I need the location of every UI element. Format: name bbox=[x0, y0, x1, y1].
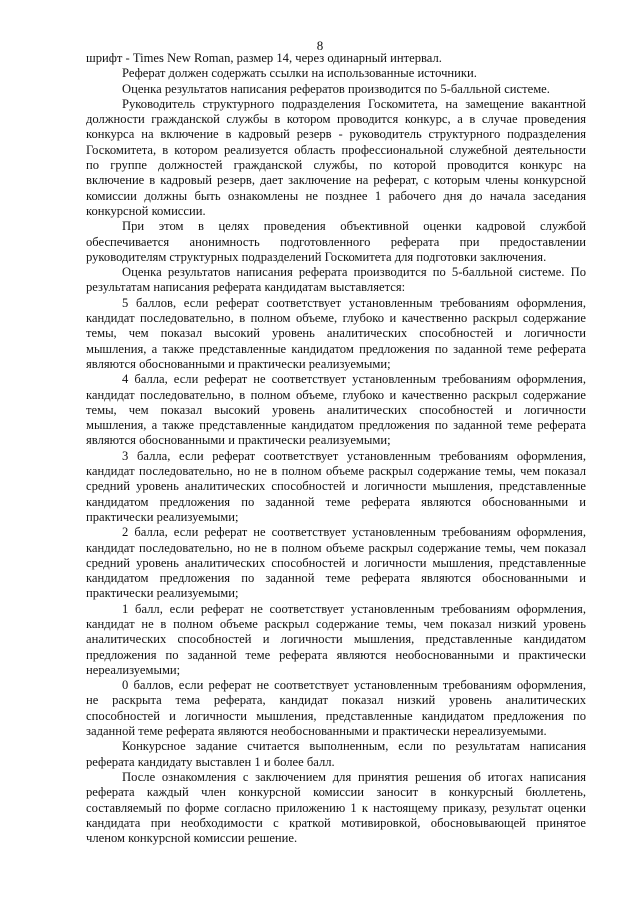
text-line: кандидат не в полном объеме раскрыл содержание темы, чем показал низкий уровень bbox=[86, 616, 586, 631]
text-line: конкурса на включение в кадровый резерв - руководитель структурного подразделения bbox=[86, 127, 586, 142]
text-line: Госкомитета, в котором реализуется область профессиональной служебной деятельности bbox=[86, 142, 586, 157]
text-line: кандидат последовательно, но не в полном объеме раскрыл содержание темы, чем показал bbox=[86, 464, 586, 479]
paragraph bbox=[86, 678, 586, 739]
paragraph bbox=[86, 66, 586, 81]
document-body bbox=[86, 51, 586, 846]
text-line: предложения по заданной теме реферата являются необоснованными и практически bbox=[86, 647, 586, 662]
text-line: кандидатом предложения по заданной теме реферата являются обоснованными и bbox=[86, 494, 586, 509]
text-line: мышления, а также представленные кандидатом предложения по заданной теме реферата bbox=[86, 418, 586, 433]
text-line: Руководитель структурного подразделения Госкомитета, на замещение вакантной bbox=[122, 96, 586, 111]
text-line: членом конкурсной комиссии решение. bbox=[86, 831, 298, 846]
text-line: После ознакомления с заключением для принятия решения об итогах написания bbox=[122, 769, 586, 784]
text-line: шрифт - Times New Roman, размер 14, через одинарный интервал. bbox=[86, 51, 442, 65]
text-line: обеспечивается анонимность подготовленного реферата при предоставлении bbox=[86, 234, 586, 249]
text-line: по группе должностей гражданской службы, по которой проводится конкурс на bbox=[86, 158, 586, 173]
text-line: включение в кадровый резерв, дает заключение на реферат, с которым члены конкурсной bbox=[86, 173, 586, 188]
text-line: кандидата при необходимости с краткой мотивировкой, обосновывающей принятое bbox=[86, 815, 586, 830]
text-line: мышления, а также представленные кандидатом предложения по заданной теме реферата bbox=[86, 341, 586, 356]
text-line: кандидат последовательно, в полном объеме, глубоко и качественно раскрыл содержание bbox=[86, 387, 586, 402]
text-line: средний уровень аналитических способностей и логичности мышления, представленные bbox=[86, 479, 586, 494]
text-line: 5 баллов, если реферат соответствует установленным требованиям оформления, bbox=[122, 295, 586, 310]
text-line: 4 балла, если реферат не соответствует установленным требованиям оформления, bbox=[122, 372, 586, 387]
text-line: заданной теме реферата являются необоснованными и практически нереализуемыми. bbox=[86, 724, 547, 739]
text-line: не раскрыта тема реферата, кандидат показал низкий уровень аналитических bbox=[86, 693, 586, 708]
text-line: должности гражданской службы в котором проводится конкурс, а в случае проведения bbox=[86, 112, 586, 127]
text-line: 0 баллов, если реферат не соответствует установленным требованиям оформления, bbox=[122, 678, 586, 693]
text-line: руководителям структурных подразделений Госкомитета для подготовки заключения. bbox=[86, 249, 547, 264]
paragraph bbox=[86, 372, 586, 448]
page-number: 8 bbox=[316, 38, 324, 53]
text-line: Реферат должен содержать ссылки на использованные источники. bbox=[122, 66, 477, 81]
text-line: 1 балл, если реферат не соответствует установленным требованиям оформления, bbox=[122, 601, 586, 616]
text-line: способностей и логичности мышления, представленные кандидатом предложения по bbox=[86, 708, 586, 723]
text-line: практически реализуемыми; bbox=[86, 509, 239, 524]
text-line: реферата кандидату выставлен 1 и более балл. bbox=[86, 754, 335, 769]
text-line: составляемый по форме согласно приложению 1 к настоящему приказу, результат оценки bbox=[86, 800, 586, 815]
text-line: темы, чем показал высокий уровень аналитических способностей и логичности bbox=[86, 326, 586, 341]
text-line: кандидатом предложения по заданной теме реферата являются обоснованными и bbox=[86, 571, 586, 586]
text-line: практически реализуемыми; bbox=[86, 586, 239, 601]
text-line: темы, чем показал высокий уровень аналитических способностей и логичности bbox=[86, 402, 586, 417]
paragraph bbox=[86, 449, 586, 525]
text-line: результатам написания реферата кандидатам выставляется: bbox=[86, 280, 406, 295]
text-line: конкурсной комиссии. bbox=[86, 203, 206, 218]
text-line: аналитических способностей и логичности мышления, представленные кандидатом bbox=[86, 632, 586, 647]
text-line: комиссии должны быть ознакомлены не позднее 1 рабочего дня до начала заседания bbox=[86, 188, 586, 203]
text-line: 3 балла, если реферат соответствует установленным требованиям оформления, bbox=[122, 448, 586, 463]
text-line: реферата каждый член конкурсной комиссии заносит в конкурсный бюллетень, bbox=[86, 785, 586, 800]
text-line: являются обоснованными и практически реализуемыми; bbox=[86, 356, 391, 371]
paragraph bbox=[86, 525, 586, 601]
text-line: Оценка результатов написания рефератов производится по 5-балльной системе. bbox=[122, 81, 550, 96]
paragraph bbox=[86, 97, 586, 219]
paragraph bbox=[86, 739, 586, 770]
text-line: являются обоснованными и практически реализуемыми; bbox=[86, 433, 391, 448]
paragraph bbox=[86, 51, 586, 66]
paragraph bbox=[86, 296, 586, 372]
paragraph bbox=[86, 82, 586, 97]
paragraph bbox=[86, 219, 586, 265]
text-line: Конкурсное задание считается выполненным, если по результатам написания bbox=[122, 739, 586, 754]
text-line: средний уровень аналитических способностей и логичности мышления, представленные bbox=[86, 555, 586, 570]
paragraph bbox=[86, 602, 586, 678]
text-line: нереализуемыми; bbox=[86, 662, 181, 677]
text-line: кандидат последовательно, но не в полном объеме раскрыл содержание темы, чем показал bbox=[86, 540, 586, 555]
paragraph bbox=[86, 770, 586, 846]
text-line: Оценка результатов написания реферата производится по 5-балльной системе. По bbox=[122, 265, 586, 280]
text-line: кандидат последовательно, в полном объеме, глубоко и качественно раскрыл содержание bbox=[86, 311, 586, 326]
text-line: 2 балла, если реферат не соответствует установленным требованиям оформления, bbox=[122, 525, 586, 540]
paragraph bbox=[86, 265, 586, 296]
text-line: При этом в целях проведения объективной оценки кадровой службой bbox=[122, 219, 586, 234]
